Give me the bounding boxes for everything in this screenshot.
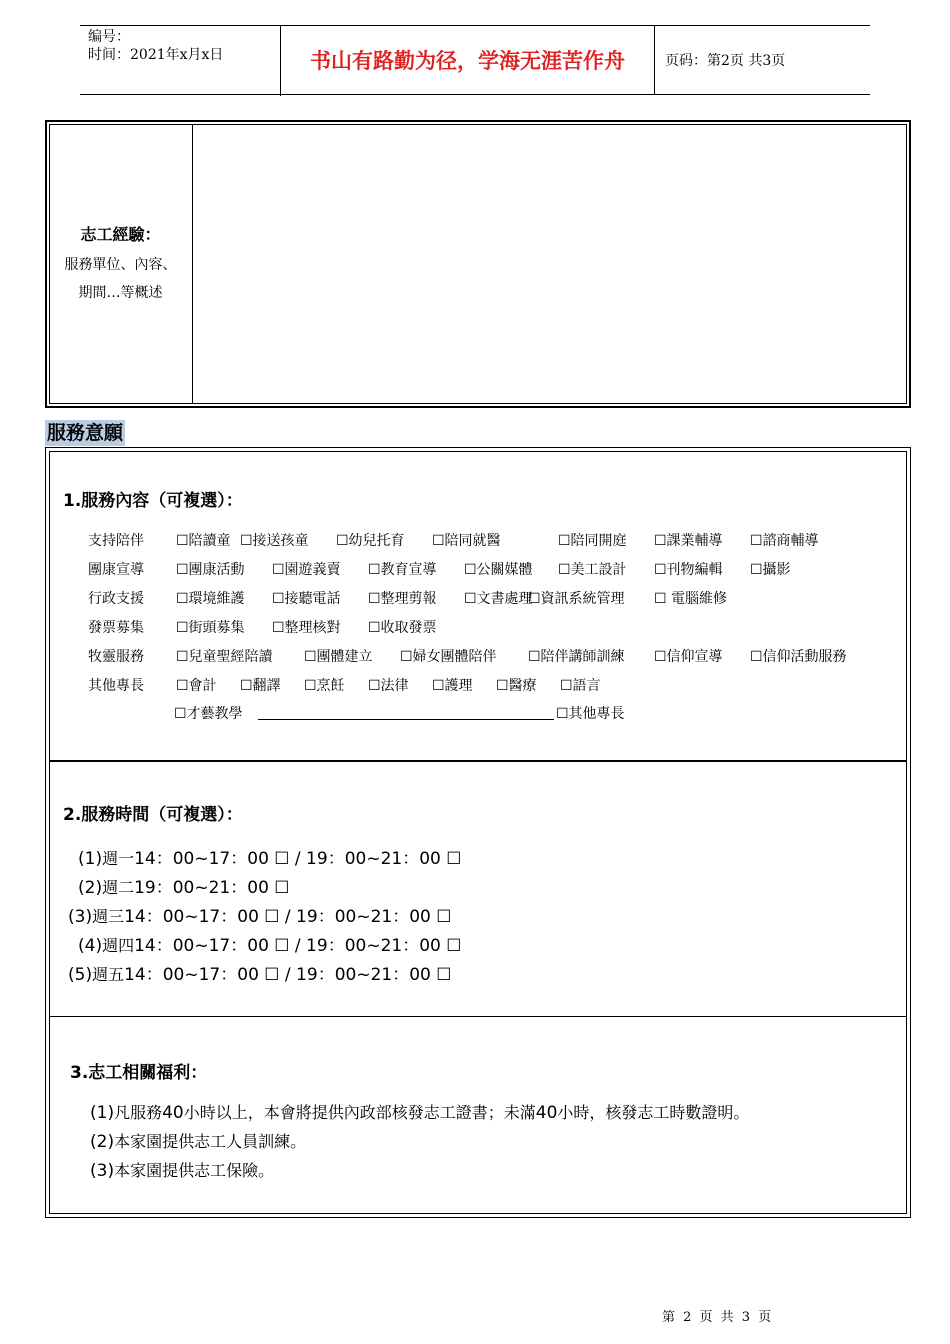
q1-title-text: 服務內容（可複選）： bbox=[81, 491, 243, 511]
header-page-number: 页码：第2页 共3页 bbox=[665, 53, 786, 69]
checkbox-option[interactable]: ☐收取發票 bbox=[368, 620, 437, 636]
q3-number: 3. bbox=[70, 1063, 89, 1083]
checkbox-option[interactable]: ☐陪伴講師訓練 bbox=[528, 649, 625, 665]
section-title: 服務意願 bbox=[47, 422, 124, 444]
section-divider bbox=[50, 760, 906, 762]
checkbox-option[interactable]: ☐陪同就醫 bbox=[432, 533, 501, 549]
benefit-text: 小時，核發志工時數證明。 bbox=[557, 1103, 750, 1122]
header-meta bbox=[80, 26, 281, 96]
benefit-text: 凡服務 bbox=[114, 1103, 163, 1122]
checkbox-option[interactable]: ☐諮商輔導 bbox=[750, 533, 819, 549]
q3-title-text: 志工相關福利： bbox=[88, 1063, 208, 1083]
checkbox-option[interactable]: ☐刊物編輯 bbox=[654, 562, 723, 578]
service-row bbox=[88, 672, 601, 700]
row-label: 發票募集 bbox=[88, 620, 144, 636]
time-row[interactable] bbox=[68, 902, 451, 927]
benefit-text: 本家園提供志工人員訓練。 bbox=[114, 1132, 307, 1151]
time-row-slots[interactable]: 14：00~17：00 ☐ / 19：00~21：00 ☐ bbox=[134, 849, 462, 869]
q1-number: 1. bbox=[63, 491, 82, 511]
service-row bbox=[88, 643, 847, 671]
checkbox-option[interactable]: ☐團康活動 bbox=[176, 562, 245, 578]
time-row[interactable] bbox=[68, 960, 451, 985]
page-footer: 第 2 页 共 3 页 bbox=[662, 1310, 774, 1325]
time-row[interactable] bbox=[78, 844, 461, 869]
benefit-number: 40 bbox=[162, 1103, 184, 1123]
time-row-day: 週三 bbox=[92, 907, 125, 926]
checkbox-option[interactable]: ☐法律 bbox=[368, 678, 409, 694]
q2-title-text: 服務時間（可複選）： bbox=[81, 805, 243, 825]
checkbox-option[interactable]: ☐資訊系統管理 bbox=[528, 591, 625, 607]
time-row-prefix: (3) bbox=[68, 907, 93, 927]
checkbox-option[interactable]: ☐公關媒體 bbox=[464, 562, 533, 578]
checkbox-option[interactable]: ☐翻譯 bbox=[240, 678, 281, 694]
time-row[interactable] bbox=[78, 873, 290, 898]
row-label: 團康宣導 bbox=[88, 562, 144, 578]
checkbox-option[interactable]: ☐整理核對 bbox=[272, 620, 341, 636]
time-row-slots[interactable]: 19：00~21：00 ☐ bbox=[134, 878, 290, 898]
section-divider bbox=[50, 1016, 906, 1017]
checkbox-option[interactable]: ☐才藝教學 bbox=[174, 706, 243, 722]
time-row-prefix: (4) bbox=[78, 936, 103, 956]
talent-fill-line[interactable] bbox=[258, 719, 554, 720]
experience-label-cell bbox=[49, 124, 193, 404]
experience-desc-line2: 期間…等概述 bbox=[78, 284, 163, 301]
q2-title bbox=[63, 800, 243, 825]
benefit-text: 小時以上，本會將提供內政部核發志工證書；未滿 bbox=[183, 1103, 536, 1122]
time-row-prefix: (5) bbox=[68, 965, 93, 985]
checkbox-option[interactable]: ☐其他專長 bbox=[556, 706, 625, 722]
benefit-item bbox=[90, 1129, 306, 1152]
checkbox-option[interactable]: ☐醫療 bbox=[496, 678, 537, 694]
benefit-number: 40 bbox=[535, 1103, 558, 1123]
doc-time: 时间：2021年x月x日 bbox=[88, 47, 224, 63]
time-row-day: 週一 bbox=[102, 849, 135, 868]
time-row-prefix: (1) bbox=[78, 849, 103, 869]
checkbox-option[interactable]: ☐信仰活動服務 bbox=[750, 649, 847, 665]
service-row bbox=[88, 585, 728, 613]
service-row-extra bbox=[88, 700, 788, 728]
header-motto: 书山有路勤为径，学海无涯苦作舟 bbox=[281, 26, 655, 94]
checkbox-option[interactable]: ☐文書處理 bbox=[464, 591, 533, 607]
q1-title bbox=[63, 486, 243, 511]
time-row-day: 週四 bbox=[102, 936, 135, 955]
benefit-item bbox=[90, 1158, 274, 1181]
checkbox-option[interactable]: ☐接送孩童 bbox=[240, 533, 309, 549]
benefit-prefix: (3) bbox=[90, 1161, 115, 1181]
experience-desc-line1: 服務單位、內容、 bbox=[64, 256, 177, 273]
benefit-prefix: (1) bbox=[90, 1103, 115, 1123]
benefit-prefix: (2) bbox=[90, 1132, 115, 1152]
row-label: 行政支援 bbox=[88, 591, 144, 607]
service-row bbox=[88, 614, 437, 642]
checkbox-option[interactable]: ☐婦女團體陪伴 bbox=[400, 649, 497, 665]
checkbox-option[interactable]: ☐信仰宣導 bbox=[654, 649, 723, 665]
checkbox-option[interactable]: ☐會計 bbox=[176, 678, 217, 694]
q2-number: 2. bbox=[63, 805, 82, 825]
time-row-slots[interactable]: 14：00~17：00 ☐ / 19：00~21：00 ☐ bbox=[124, 907, 452, 927]
service-willingness-box bbox=[45, 447, 911, 1218]
checkbox-option[interactable]: ☐課業輔導 bbox=[654, 533, 723, 549]
checkbox-option[interactable]: ☐團體建立 bbox=[304, 649, 373, 665]
checkbox-option[interactable]: ☐園遊義賣 bbox=[272, 562, 341, 578]
checkbox-option[interactable]: ☐接聽電話 bbox=[272, 591, 341, 607]
service-row bbox=[88, 527, 819, 555]
row-label: 牧靈服務 bbox=[88, 649, 144, 665]
checkbox-option[interactable]: ☐語言 bbox=[560, 678, 601, 694]
q3-title bbox=[70, 1058, 207, 1083]
checkbox-option[interactable]: ☐ 電腦維修 bbox=[654, 591, 728, 607]
checkbox-option[interactable]: ☐教育宣導 bbox=[368, 562, 437, 578]
checkbox-option[interactable]: ☐幼兒托育 bbox=[336, 533, 405, 549]
checkbox-option[interactable]: ☐街頭募集 bbox=[176, 620, 245, 636]
experience-input-area[interactable] bbox=[194, 126, 905, 402]
time-row-prefix: (2) bbox=[78, 878, 103, 898]
checkbox-option[interactable]: ☐攝影 bbox=[750, 562, 791, 578]
row-label: 其他專長 bbox=[88, 678, 144, 694]
checkbox-option[interactable]: ☐兒童聖經陪讀 bbox=[176, 649, 273, 665]
checkbox-option[interactable]: ☐整理剪報 bbox=[368, 591, 437, 607]
time-row-slots[interactable]: 14：00~17：00 ☐ / 19：00~21：00 ☐ bbox=[134, 936, 462, 956]
time-row[interactable] bbox=[78, 931, 461, 956]
time-row-day: 週二 bbox=[102, 878, 135, 897]
page-header bbox=[80, 25, 870, 95]
time-row-slots[interactable]: 14：00~17：00 ☐ / 19：00~21：00 ☐ bbox=[124, 965, 452, 985]
checkbox-option[interactable]: ☐護理 bbox=[432, 678, 473, 694]
checkbox-option[interactable]: ☐陪讀童 bbox=[176, 533, 231, 549]
benefit-item bbox=[90, 1100, 749, 1123]
benefit-text: 本家園提供志工保險。 bbox=[114, 1161, 275, 1180]
experience-table bbox=[45, 120, 911, 408]
time-row-day: 週五 bbox=[92, 965, 125, 984]
checkbox-option[interactable]: ☐烹飪 bbox=[304, 678, 345, 694]
service-row bbox=[88, 556, 791, 584]
doc-number: 编号： bbox=[88, 29, 130, 45]
checkbox-option[interactable]: ☐陪同開庭 bbox=[558, 533, 627, 549]
row-label: 支持陪伴 bbox=[88, 533, 144, 549]
experience-label: 志工經驗： bbox=[80, 224, 161, 244]
checkbox-option[interactable]: ☐環境維護 bbox=[176, 591, 245, 607]
checkbox-option[interactable]: ☐美工設計 bbox=[558, 562, 627, 578]
